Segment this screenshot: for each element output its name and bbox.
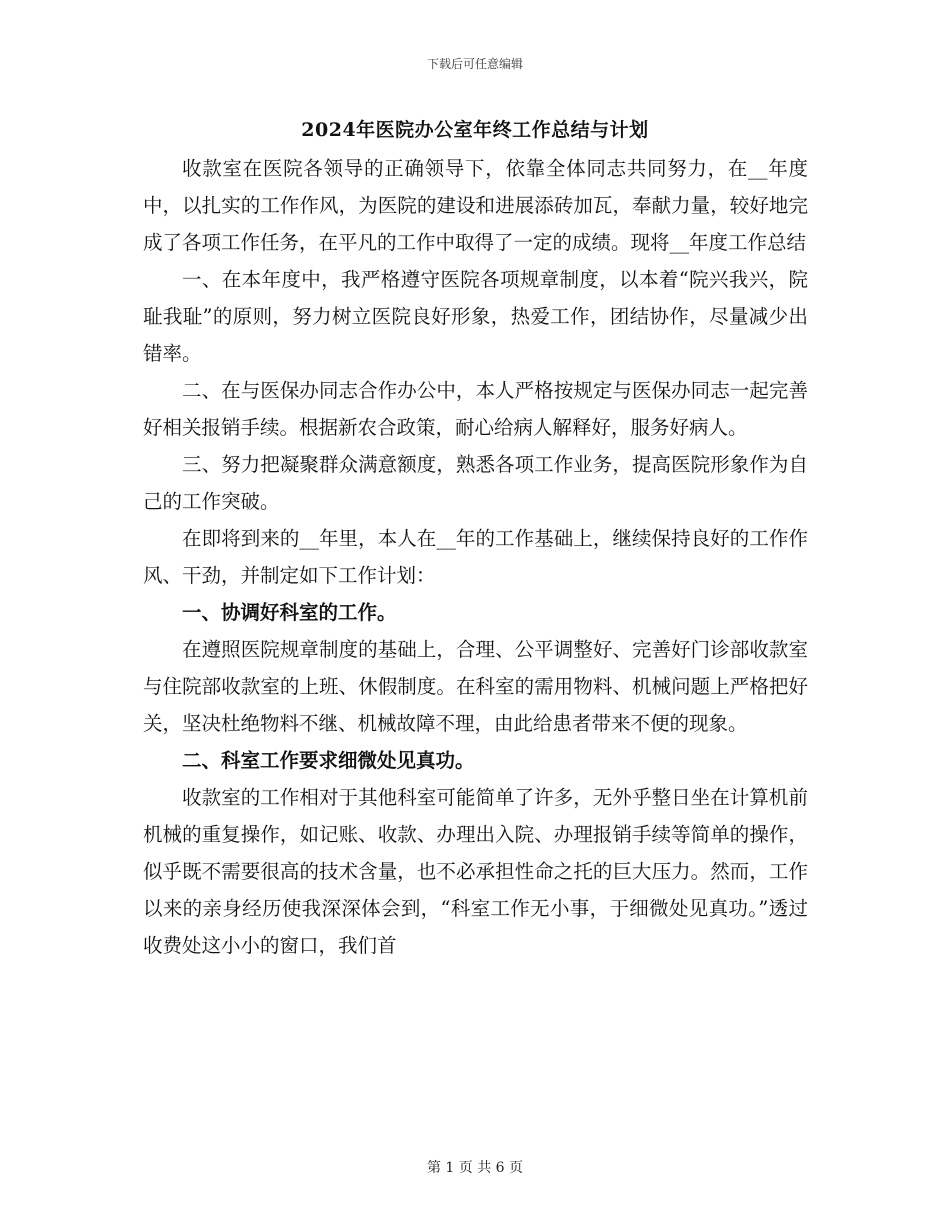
section-heading-1: 一、协调好科室的工作。 bbox=[182, 601, 397, 624]
paragraph-point-1: 一、在本年度中，我严格遵守医院各项规章制度，以本着“院兴我兴，院耻我耻”的原则，努力树立医院良好形象，热爱工作，团结协作，尽量减少出错率。 bbox=[143, 268, 808, 365]
header-note: 下载后可任意编辑 bbox=[426, 57, 523, 71]
paragraph-point-3: 三、努力把凝聚群众满意额度，熟悉各项工作业务，提高医院形象作为自己的工作突破。 bbox=[143, 453, 808, 513]
paragraph-section-1: 在遵照医院规章制度的基础上，合理、公平调整好、完善好门诊部收款室与住院部收款室的上班、休假制度。在科室的需用物料、机械问题上严格把好关，坚决杜绝物料不继、机械故障不理，由此给患者带来不便的现象。 bbox=[143, 638, 808, 735]
page-number-footer: 第 1 页 共 6 页 bbox=[426, 1160, 524, 1176]
paragraph-point-2: 二、在与医保办同志合作办公中，本人严格按规定与医保办同志一起完善好相关报销手续。根据新农合政策，耐心给病人解释好，服务好病人。 bbox=[143, 379, 808, 439]
paragraph-plan-intro: 在即将到来的__年里，本人在__年的工作基础上，继续保持良好的工作作风、干劲，并制定如下工作计划： bbox=[143, 527, 808, 587]
section-heading-2: 二、科室工作要求细微处见真功。 bbox=[182, 749, 475, 772]
document-title: 2024年医院办公室年终工作总结与计划 bbox=[301, 119, 649, 141]
document-body bbox=[143, 150, 808, 964]
paragraph-intro: 收款室在医院各领导的正确领导下，依靠全体同志共同努力，在__年度中，以扎实的工作作风，为医院的建设和进展添砖加瓦，奉献力量，较好地完成了各项工作任务，在平凡的工作中取得了一定的成绩。现将__年度工作总结 bbox=[143, 157, 808, 254]
paragraph-section-2: 收款室的工作相对于其他科室可能简单了许多，无外乎整日坐在计算机前机械的重复操作，如记账、收款、办理出入院、办理报销手续等简单的操作，似乎既不需要很高的技术含量，也不必承担性命之托的巨大压力。然而，工作以来的亲身经历使我深深体会到，“科室工作无小事，于细微处见真功。”透过收费处这小小的窗口，我们首 bbox=[143, 786, 808, 957]
